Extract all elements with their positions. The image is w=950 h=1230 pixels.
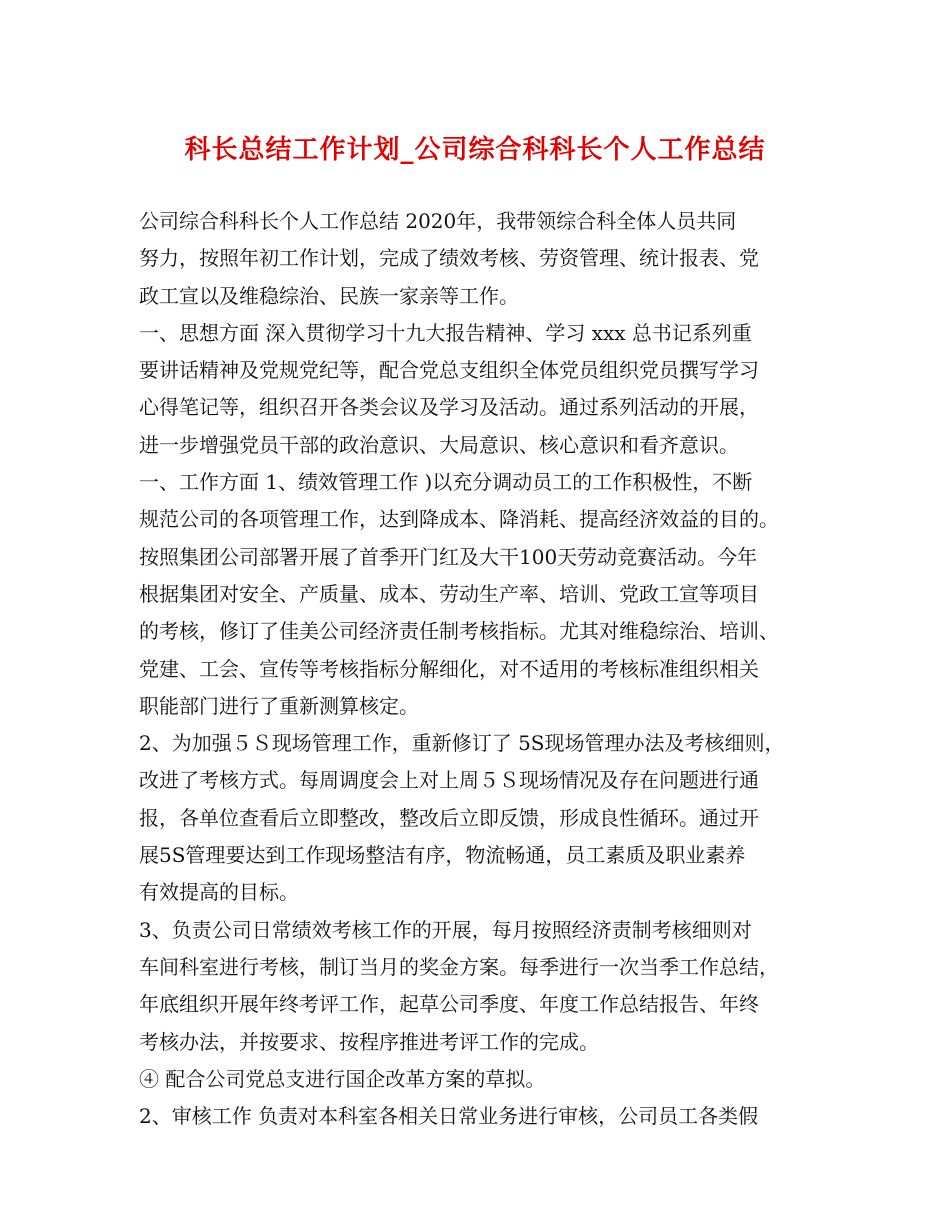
document-body xyxy=(139,203,829,1135)
body-line: 有效提高的目标。 xyxy=(139,880,299,905)
body-line: 改进了考核方式。每周调度会上对上周５Ｓ现场情况及存在问题进行通 xyxy=(139,768,759,793)
body-line: 的考核，修订了佳美公司经济责任制考核指标。尤其对维稳综治、培训、 xyxy=(139,619,779,644)
body-line: 3、负责公司日常绩效考核工作的开展，每月按照经济责制考核细则对 xyxy=(139,917,752,942)
body-line: 公司综合科科长个人工作总结 2020年，我带领综合科全体人员共同 xyxy=(139,209,737,233)
body-line: 进一步增强党员干部的政治意识、大局意识、核心意识和看齐意识。 xyxy=(139,432,739,457)
body-line: 一、工作方面 1、绩效管理工作 )以充分调动员工的工作积极性，不断 xyxy=(139,470,753,495)
body-line: 要讲话精神及党规党纪等，配合党总支组织全体党员组织党员撰写学习 xyxy=(139,358,759,383)
body-line: 根据集团对安全、产质量、成本、劳动生产率、培训、党政工宣等项目 xyxy=(139,581,759,606)
body-line: 报，各单位查看后立即整改，整改后立即反馈，形成良性循环。通过开 xyxy=(139,805,759,830)
body-line: 展5S管理要达到工作现场整洁有序，物流畅通，员工素质及职业素养 xyxy=(139,843,746,868)
body-line: 2、审核工作 负责对本科室各相关日常业务进行审核，公司员工各类假 xyxy=(139,1104,759,1129)
body-line: 政工宣以及维稳综治、民族一家亲等工作。 xyxy=(139,283,519,308)
body-line: 心得笔记等，组织召开各类会议及学习及活动。通过系列活动的开展， xyxy=(139,395,759,420)
body-line: 2、为加强５Ｓ现场管理工作，重新修订了 5S现场管理办法及考核细则， xyxy=(139,731,785,756)
document-title: 科长总结工作计划_公司综合科科长个人工作总结 xyxy=(184,135,766,165)
body-line: 年底组织开展年终考评工作，起草公司季度、年度工作总结报告、年终 xyxy=(139,992,759,1017)
body-line: 努力，按照年初工作计划，完成了绩效考核、劳资管理、统计报表、党 xyxy=(139,246,759,271)
body-line: 考核办法，并按要求、按程序推进考评工作的完成。 xyxy=(139,1029,599,1054)
body-line: 车间科室进行考核，制订当月的奖金方案。每季进行一次当季工作总结， xyxy=(139,954,779,979)
body-line: ④ 配合公司党总支进行国企改革方案的草拟。 xyxy=(139,1066,546,1091)
body-line: 规范公司的各项管理工作，达到降成本、降消耗、提高经济效益的目的。 xyxy=(139,507,779,532)
body-line: 按照集团公司部署开展了首季开门红及大干100天劳动竞赛活动。今年 xyxy=(139,544,758,569)
body-line: 党建、工会、宣传等考核指标分解细化，对不适用的考核标准组织相关 xyxy=(139,656,759,681)
body-line: 职能部门进行了重新测算核定。 xyxy=(139,693,419,718)
body-line: 一、思想方面 深入贯彻学习十九大报告精神、学习 xxx 总书记系列重 xyxy=(139,320,752,345)
